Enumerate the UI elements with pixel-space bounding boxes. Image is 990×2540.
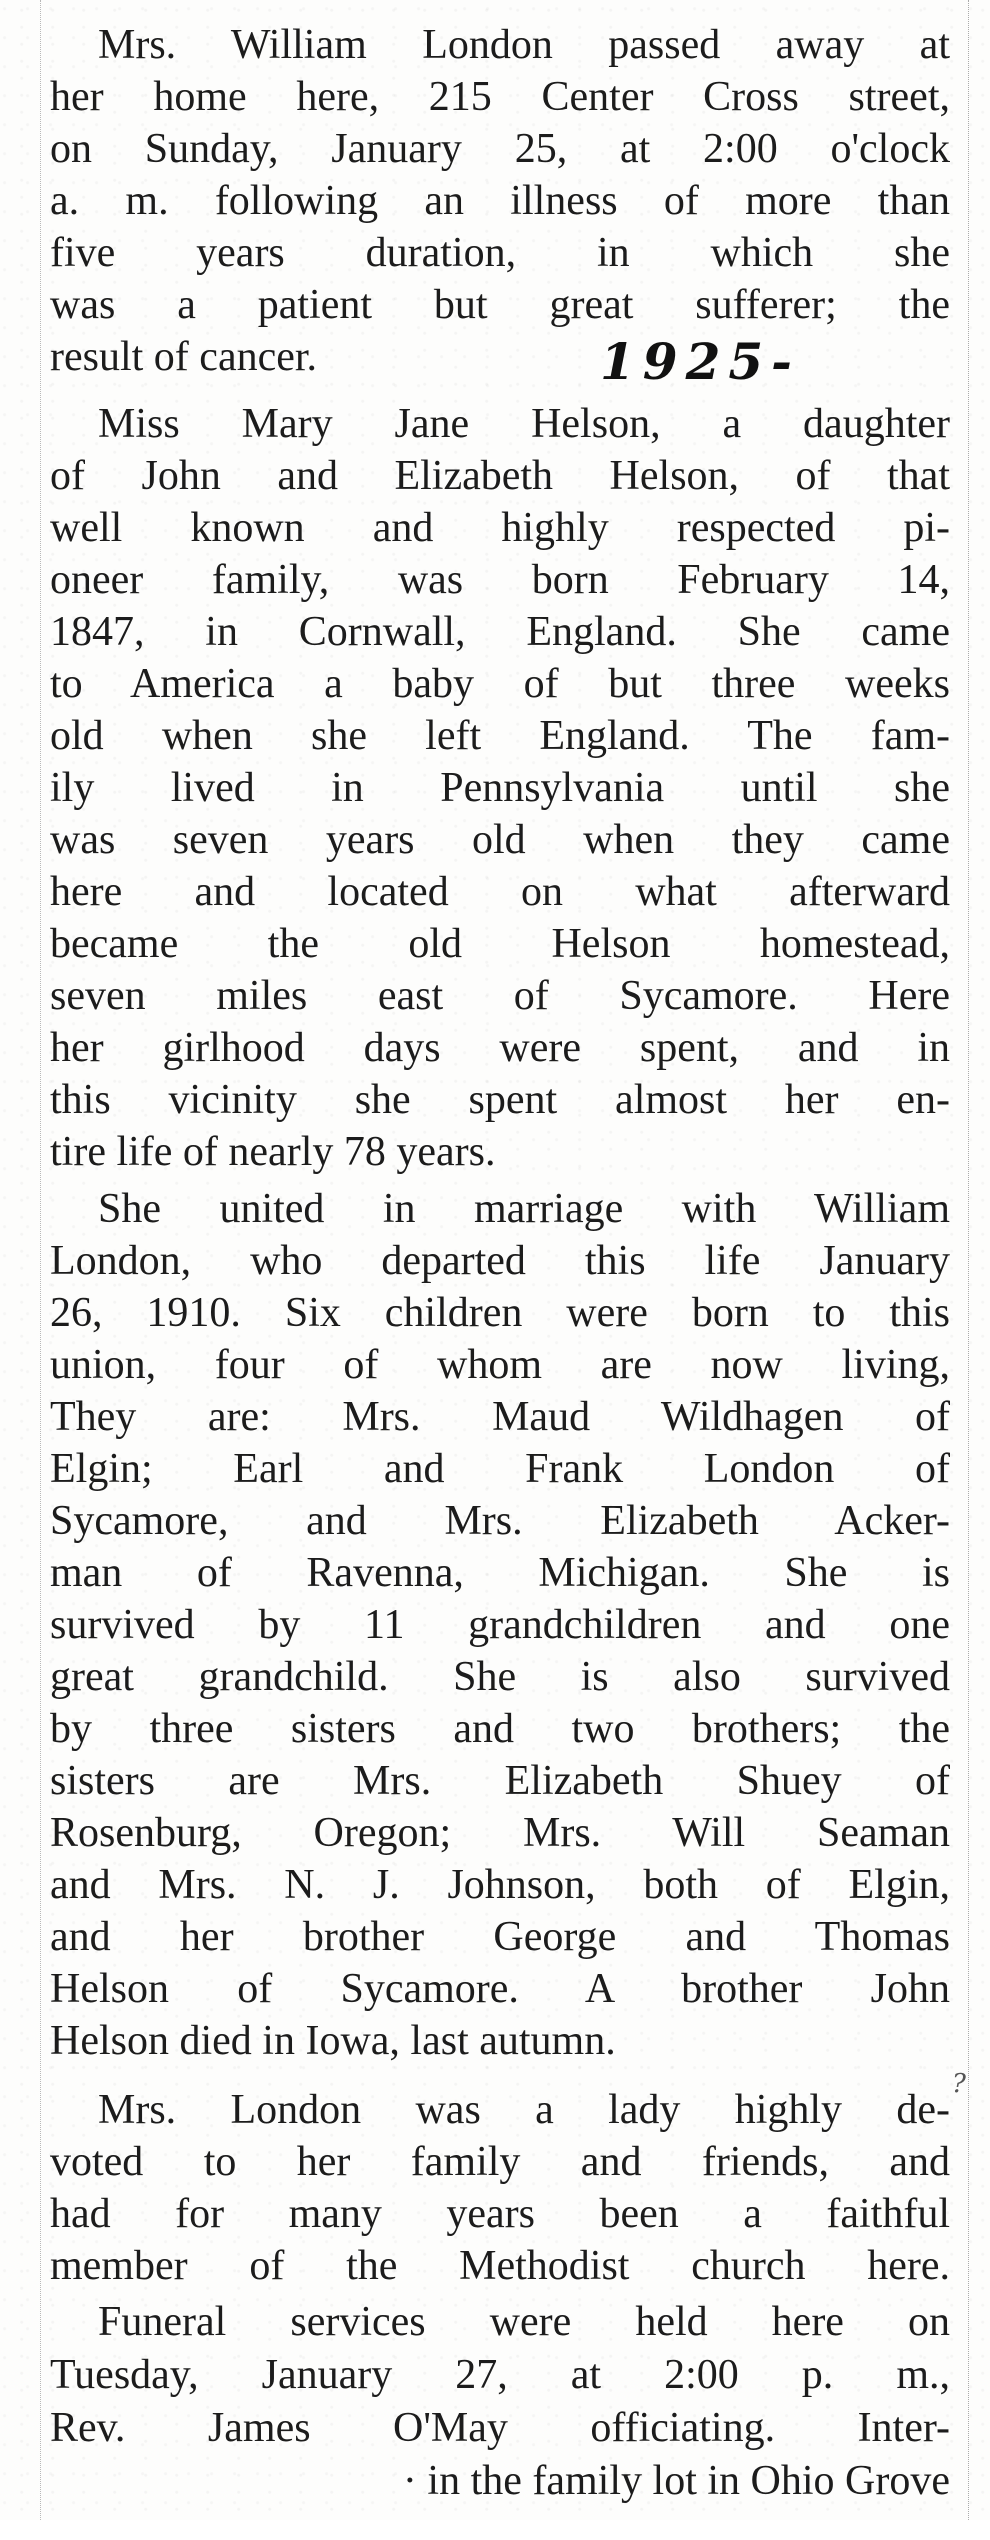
text-line: Rev. James O'May officiating. Inter- xyxy=(50,2405,950,2451)
text-line: Helson of Sycamore. A brother John xyxy=(50,1966,950,2012)
text-line: here and located on what afterward xyxy=(50,869,950,915)
text-line: tire life of nearly 78 years. xyxy=(50,1129,496,1175)
handwritten-question-mark: ? xyxy=(952,2069,966,2099)
text-line: of John and Elizabeth Helson, of that xyxy=(50,453,950,499)
paragraph-character xyxy=(50,2084,950,2292)
paragraph-biography xyxy=(50,398,950,1178)
text-line: Funeral services were held here on xyxy=(98,2299,950,2345)
text-line: Elgin; Earl and Frank London of xyxy=(50,1446,950,1492)
text-line: Tuesday, January 27, at 2:00 p. m., xyxy=(50,2352,950,2398)
text-line: her home here, 215 Center Cross street, xyxy=(50,74,950,120)
text-line: old when she left England. The fam- xyxy=(50,713,950,759)
text-line: sisters are Mrs. Elizabeth Shuey of xyxy=(50,1758,950,1804)
text-line: oneer family, was born February 14, xyxy=(50,557,950,603)
text-line: became the old Helson homestead, xyxy=(50,921,950,967)
text-line: 26, 1910. Six children were born to this xyxy=(50,1290,950,1336)
text-line: on Sunday, January 25, at 2:00 o'clock xyxy=(50,126,950,172)
paragraph-funeral xyxy=(50,2296,950,2508)
scan-margin xyxy=(0,2520,990,2540)
text-line: Mrs. William London passed away at xyxy=(98,22,950,68)
text-line: Sycamore, and Mrs. Elizabeth Acker- xyxy=(50,1498,950,1544)
column-rule-right xyxy=(968,0,969,2520)
text-line: voted to her family and friends, and xyxy=(50,2139,950,2185)
text-line: was a patient but great sufferer; the xyxy=(50,282,950,328)
text-line: and Mrs. N. J. Johnson, both of Elgin, xyxy=(50,1862,950,1908)
paragraph-family xyxy=(50,1183,950,2067)
text-line: ily lived in Pennsylvania until she xyxy=(50,765,950,811)
text-line: 1847, in Cornwall, England. She came xyxy=(50,609,950,655)
text-line: five years duration, in which she xyxy=(50,230,950,276)
text-line: Miss Mary Jane Helson, a daughter xyxy=(98,401,950,447)
text-line: survived by 11 grandchildren and one xyxy=(50,1602,950,1648)
text-line: this vicinity she spent almost her en- xyxy=(50,1077,950,1123)
text-line: had for many years been a faithful xyxy=(50,2191,950,2237)
text-line: result of cancer. xyxy=(50,334,318,380)
column-rule-left xyxy=(40,0,41,2520)
text-line: Mrs. London was a lady highly de- xyxy=(98,2087,950,2133)
text-line: man of Ravenna, Michigan. She is xyxy=(50,1550,950,1596)
text-line: member of the Methodist church here. xyxy=(50,2243,950,2289)
text-line: her girlhood days were spent, and in xyxy=(50,1025,950,1071)
text-line: by three sisters and two brothers; the xyxy=(50,1706,950,1752)
text-line: well known and highly respected pi- xyxy=(50,505,950,551)
text-line: Helson died in Iowa, last autumn. xyxy=(50,2018,616,2064)
handwritten-year: 1925- xyxy=(600,332,800,391)
text-line: union, four of whom are now living, xyxy=(50,1342,950,1388)
text-line: great grandchild. She is also survived xyxy=(50,1654,950,1700)
text-line: to America a baby of but three weeks xyxy=(50,661,950,707)
text-line: was seven years old when they came xyxy=(50,817,950,863)
text-line: They are: Mrs. Maud Wildhagen of xyxy=(50,1394,950,1440)
text-line: · in the family lot in Ohio Grove xyxy=(402,2458,950,2504)
text-line: London, who departed this life January xyxy=(50,1238,950,1284)
text-line: She united in marriage with William xyxy=(98,1186,950,1232)
paragraph-death-notice xyxy=(50,19,950,383)
text-line: seven miles east of Sycamore. Here xyxy=(50,973,950,1019)
text-line: Rosenburg, Oregon; Mrs. Will Seaman xyxy=(50,1810,950,1856)
text-line: and her brother George and Thomas xyxy=(50,1914,950,1960)
text-line: a. m. following an illness of more than xyxy=(50,178,950,224)
